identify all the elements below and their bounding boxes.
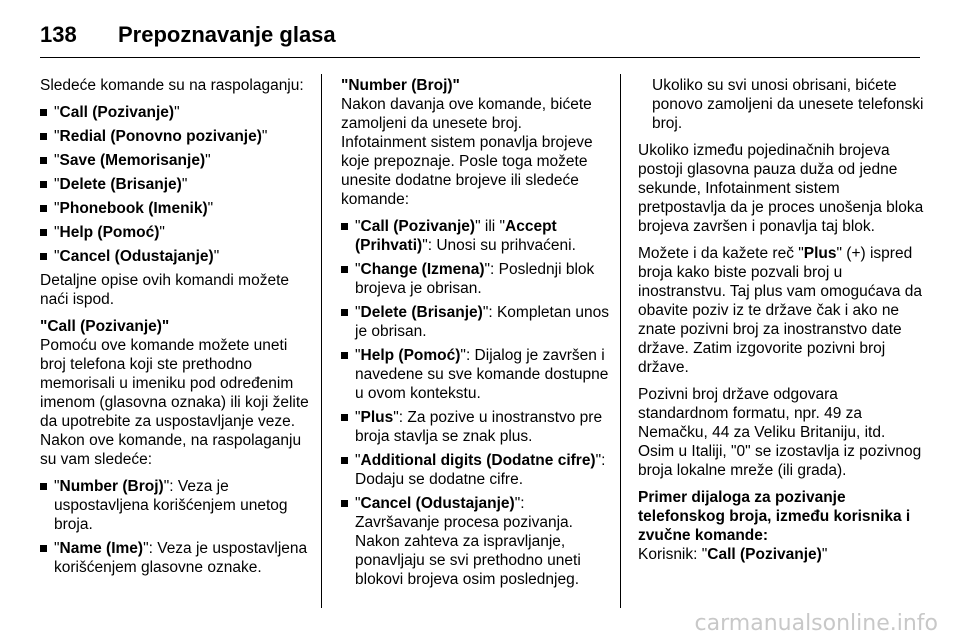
intro-text: Sledeće komande su na raspolaganju: xyxy=(40,77,304,94)
list-item: "Cancel (Odustajanje)": Završavanje procesa pozivanja. Nakon zahteva za ispravljanje, ponavljaju se svi prethodno uneti blokovi brojeva osim poslednjeg. xyxy=(341,494,609,589)
column-divider xyxy=(321,74,322,608)
bullet-icon xyxy=(341,500,348,507)
list-item: "Name (Ime)": Veza je uspostavljena korišćenjem glasovne oznake. xyxy=(40,539,316,577)
details-note: Detaljne opise ovih komandi možete naći ispod. xyxy=(40,272,289,308)
list-item: "Plus": Za pozive u inostranstvo pre broja stavlja se znak plus. xyxy=(341,408,609,446)
list-item: "Save (Memorisanje)" xyxy=(40,151,316,170)
list-item: "Additional digits (Dodatne cifre)": Dodaju se dodatne cifre. xyxy=(341,451,609,489)
call-heading: "Call (Pozivanje)" xyxy=(40,318,170,335)
bullet-icon xyxy=(40,109,47,116)
column-2 xyxy=(341,76,609,594)
example-heading: Primer dijaloga za pozivanje telefonskog broja, između korisnika i zvučne komande: xyxy=(638,489,911,544)
list-item: "Redial (Ponovno pozivanje)" xyxy=(40,127,316,146)
page-header xyxy=(40,14,920,54)
bullet-icon xyxy=(40,253,47,260)
number-commands-list xyxy=(341,217,609,589)
column-divider xyxy=(620,74,621,608)
list-item: "Delete (Brisanje)": Kompletan unos je obrisan. xyxy=(341,303,609,341)
bullet-icon xyxy=(341,414,348,421)
page-number: 138 xyxy=(40,22,77,47)
list-item: "Help (Pomoć)": Dijalog je završen i navedene su sve komande dostupne u ovom kontekstu. xyxy=(341,346,609,403)
number-description: Nakon davanja ove komande, bićete zamoljeni da unesete broj. Infotainment sistem ponavlja brojeve koje prepoznaje. Posle toga možete unesite dodatne brojeve ili sledeće komande: xyxy=(341,96,593,208)
column-1 xyxy=(40,76,316,582)
list-item: "Help (Pomoć)" xyxy=(40,223,316,242)
pause-paragraph: Ukoliko između pojedinačnih brojeva postoji glasovna pauza duža od jedne sekunde, Infotainment sistem pretpostavlja da je proces unošenja bloka brojeva završen i ponavlja taj blok. xyxy=(638,142,924,235)
bullet-icon xyxy=(40,157,47,164)
column-3 xyxy=(638,76,924,572)
list-item: "Call (Pozivanje)" xyxy=(40,103,316,122)
bullet-icon xyxy=(341,266,348,273)
watermark: carmanualsonline.info xyxy=(694,611,938,636)
call-options-list xyxy=(40,477,316,577)
format-paragraph: Pozivni broj države odgovara standardnom formatu, npr. 49 za Nemačku, 44 za Veliku Britaniju, itd. Osim u Italiji, "0" se izostavlja iz pozivnog broja lokalne mreže (ili grada). xyxy=(638,386,922,479)
list-item: "Delete (Brisanje)" xyxy=(40,175,316,194)
list-item: "Call (Pozivanje)" ili "Accept (Prihvati)": Unosi su prihvaćeni. xyxy=(341,217,609,255)
bullet-icon xyxy=(341,223,348,230)
call-description: Pomoću ove komande možete uneti broj telefona koji ste prethodno memorisali u imeniku pod određenim imenom (glasovna oznaka) ili koji želite da upotrebite za uspostavljanje veze. Nakon ove komande, na raspolaganju su vam sledeće: xyxy=(40,337,309,468)
continued-text: Ukoliko su svi unosi obrisani, bićete ponovo zamoljeni da unesete telefonski broj. xyxy=(652,77,924,132)
plus-paragraph: Možete i da kažete reč "Plus" (+) ispred broja kako biste pozvali broj u inostranstvu. Taj plus vam omogućava da obavite poziv iz te države čak i ako ne znate pozivni broj za inostranstvo date države. Zatim izgovorite pozivni broj države. xyxy=(638,245,923,376)
bullet-icon xyxy=(341,352,348,359)
bullet-icon xyxy=(341,457,348,464)
bullet-icon xyxy=(40,229,47,236)
bullet-icon xyxy=(40,545,47,552)
bullet-icon xyxy=(40,483,47,490)
list-item: "Number (Broj)": Veza je uspostavljena korišćenjem unetog broja. xyxy=(40,477,316,534)
list-item: "Change (Izmena)": Poslednji blok brojeva je obrisan. xyxy=(341,260,609,298)
list-item: "Phonebook (Imenik)" xyxy=(40,199,316,218)
list-item: "Cancel (Odustajanje)" xyxy=(40,247,316,266)
user-line: Korisnik: "Call (Pozivanje)" xyxy=(638,546,828,563)
number-heading: "Number (Broj)" xyxy=(341,77,460,94)
header-rule xyxy=(40,57,920,58)
bullet-icon xyxy=(40,133,47,140)
bullet-icon xyxy=(341,309,348,316)
page-title: Prepoznavanje glasa xyxy=(118,22,336,47)
bullet-icon xyxy=(40,181,47,188)
bullet-icon xyxy=(40,205,47,212)
command-list xyxy=(40,103,316,266)
